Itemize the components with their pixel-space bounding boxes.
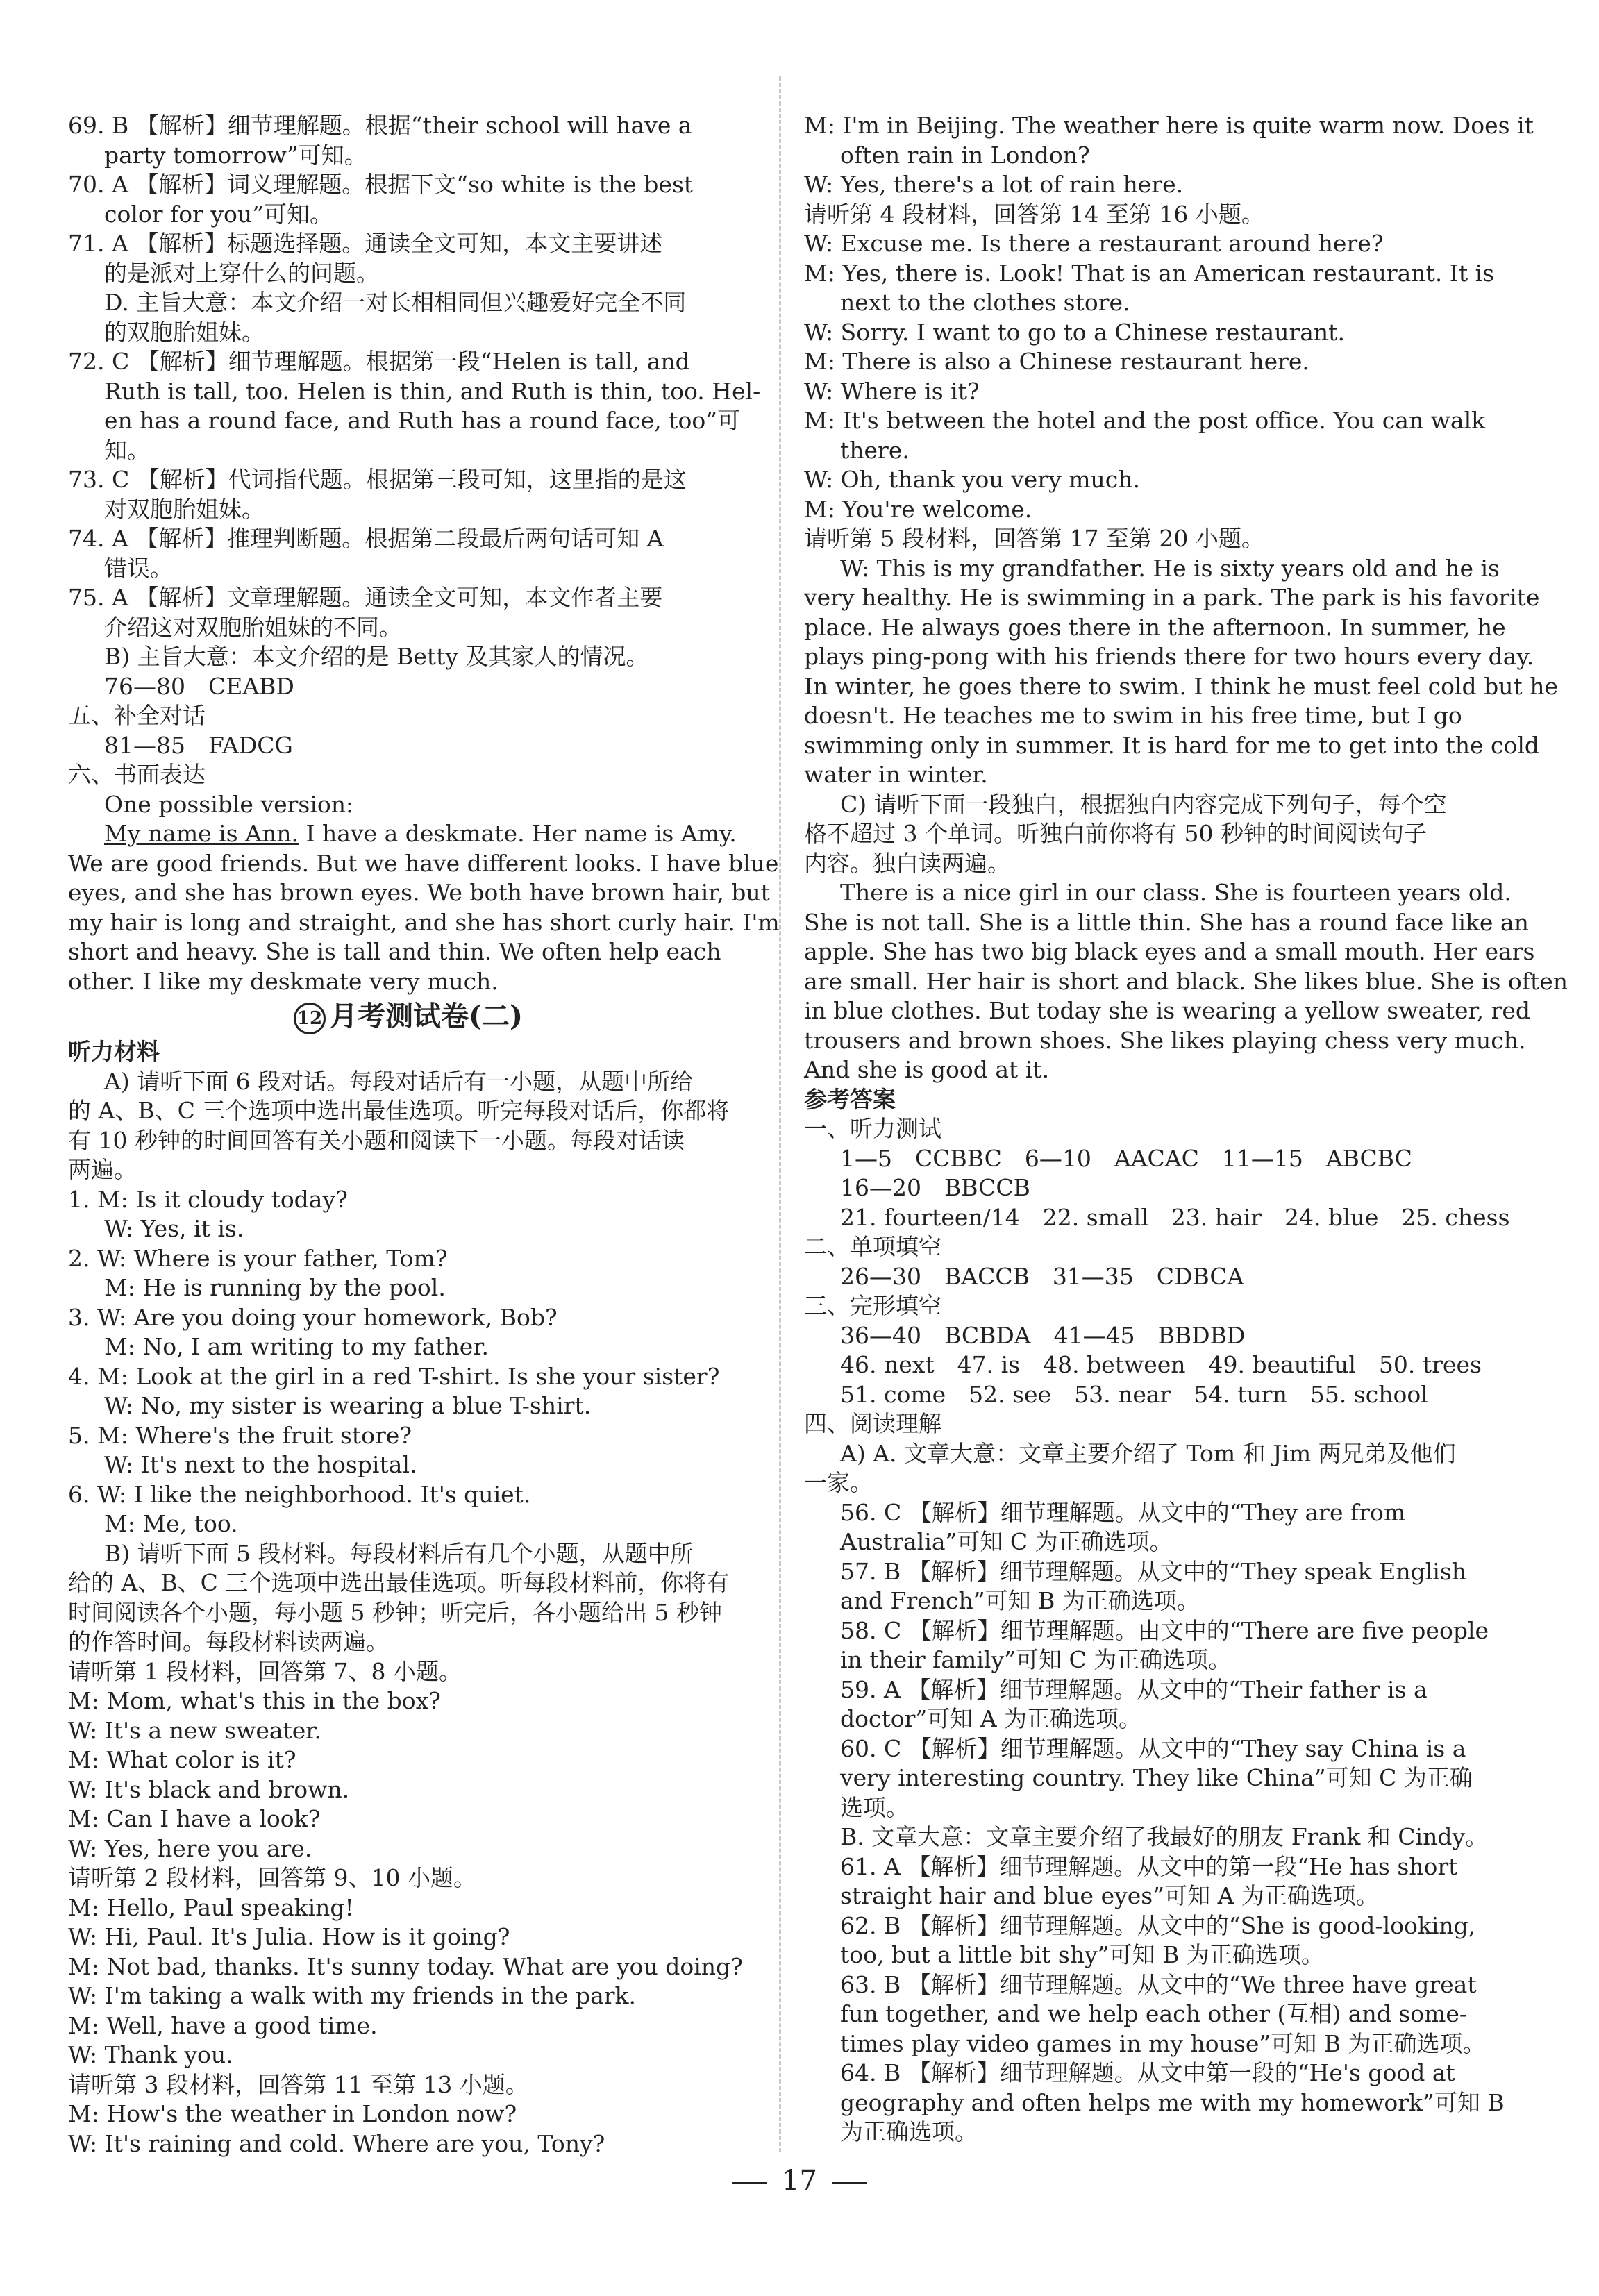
right-line: apple. She has two big black eyes and a small mouth. Her ears: [804, 938, 1535, 965]
right-line: 为正确选项。: [840, 2118, 978, 2145]
left-line: W: No, my sister is wearing a blue T-shirt.: [104, 1392, 592, 1419]
right-line: 参考答案: [804, 1085, 896, 1113]
right-line: Australia”可知 C 为正确选项。: [840, 1528, 1173, 1555]
left-line: 81—85 FADCG: [104, 731, 293, 759]
left-line: 有 10 秒钟的时间回答有关小题和阅读下一小题。每段对话读: [68, 1126, 685, 1154]
right-line: there.: [840, 436, 910, 464]
left-line: 请听第 3 段材料，回答第 11 至第 13 小题。: [68, 2070, 528, 2098]
right-line: geography and often helps me with my homework”可知 B: [840, 2088, 1505, 2116]
left-line: party tomorrow”可知。: [104, 141, 367, 169]
right-line: 三、完形填空: [804, 1292, 941, 1319]
section-title-text: 月考测试卷(二): [330, 1000, 523, 1032]
left-line: short and heavy. She is tall and thin. We often help each: [68, 938, 721, 965]
right-line: 36—40 BCBDA 41—45 BBDBD: [840, 1321, 1246, 1349]
right-line: swimming only in summer. It is hard for me to get into the cold: [804, 731, 1540, 759]
left-line: W: It's a new sweater.: [68, 1716, 321, 1744]
left-line: 6. W: I like the neighborhood. It's quiet.: [68, 1480, 531, 1508]
right-line: 56. C 【解析】细节理解题。从文中的“They are from: [840, 1498, 1406, 1526]
left-line: 72. C 【解析】细节理解题。根据第一段“Helen is tall, and: [68, 348, 690, 375]
right-line: C) 请听下面一段独白，根据独白内容完成下列句子，每个空: [840, 790, 1447, 818]
right-line: M: There is also a Chinese restaurant here.: [804, 348, 1309, 375]
left-line: W: It's next to the hospital.: [104, 1451, 417, 1478]
right-line: 59. A 【解析】细节理解题。从文中的“Their father is a: [840, 1675, 1428, 1703]
right-line: in their family”可知 C 为正确选项。: [840, 1646, 1232, 1673]
right-line: 请听第 4 段材料，回答第 14 至第 16 小题。: [804, 200, 1264, 228]
left-line: 的双胞胎姐妹。: [104, 318, 265, 346]
right-line: very healthy. He is swimming in a park. The park is his favorite: [804, 584, 1540, 611]
right-line: 请听第 5 段材料，回答第 17 至第 20 小题。: [804, 525, 1264, 552]
right-line: straight hair and blue eyes”可知 A 为正确选项。: [840, 1882, 1379, 1909]
right-line: 选项。: [840, 1793, 909, 1821]
right-line: too, but a little bit shy”可知 B 为正确选项。: [840, 1941, 1324, 1968]
right-line: 62. B 【解析】细节理解题。从文中的“She is good-looking,: [840, 1911, 1476, 1939]
left-line: M: Me, too.: [104, 1510, 238, 1537]
left-line: One possible version:: [104, 790, 354, 818]
left-line: M: Can I have a look?: [68, 1805, 321, 1832]
left-line: color for you”可知。: [104, 200, 333, 228]
right-line: 21. fourteen/14 22. small 23. hair 24. blue 25. chess: [840, 1203, 1510, 1231]
right-line: 四、阅读理解: [804, 1410, 941, 1437]
left-line: M: No, I am writing to my father.: [104, 1333, 489, 1360]
right-line: 二、单项填空: [804, 1233, 941, 1260]
left-line: W: Yes, here you are.: [68, 1834, 312, 1862]
right-line: and French”可知 B 为正确选项。: [840, 1587, 1200, 1614]
left-line: [68, 819, 748, 849]
left-line: 71. A 【解析】标题选择题。通读全文可知，本文主要讲述: [68, 230, 663, 257]
right-line: M: It's between the hotel and the post office. You can walk: [804, 407, 1486, 434]
left-line: W: It's black and brown.: [68, 1775, 350, 1803]
right-line: 内容。独白读两遍。: [804, 849, 1010, 877]
left-line: 1. M: Is it cloudy today?: [68, 1185, 348, 1213]
column-divider: [779, 76, 781, 2152]
right-line: M: I'm in Beijing. The weather here is quite warm now. Does it: [804, 112, 1534, 139]
left-line: M: Well, have a good time.: [68, 2011, 378, 2039]
left-line: 74. A 【解析】推理判断题。根据第二段最后两句话可知 A: [68, 525, 664, 552]
right-line: In winter, he goes there to swim. I think he must feel cold but he: [804, 672, 1559, 700]
right-line: 26—30 BACCB 31—35 CDBCA: [840, 1262, 1244, 1290]
left-line: 76—80 CEABD: [104, 672, 294, 700]
right-line: 一、听力测试: [804, 1115, 941, 1142]
right-line: B. 文章大意：文章主要介绍了我最好的朋友 Frank 和 Cindy。: [840, 1823, 1489, 1850]
left-line: 69. B 【解析】细节理解题。根据“their school will have a: [68, 112, 692, 139]
right-line: times play video games in my house”可知 B 为正确选项。: [840, 2029, 1486, 2057]
left-line: 听力材料: [68, 1038, 160, 1065]
right-line: M: You're welcome.: [804, 495, 1032, 523]
left-line: 70. A 【解析】词义理解题。根据下文“so white is the best: [68, 171, 694, 198]
right-column: [804, 111, 1568, 2147]
right-line: 1—5 CCBBC 6—10 AACAC 11—15 ABCBC: [840, 1144, 1412, 1172]
left-line: 73. C 【解析】代词指代题。根据第三段可知，这里指的是这: [68, 466, 687, 493]
right-line: A) A. 文章大意：文章主要介绍了 Tom 和 Jim 两兄弟及他们: [840, 1439, 1456, 1467]
left-line: W: Hi, Paul. It's Julia. How is it going?: [68, 1923, 510, 1950]
right-line: W: Yes, there's a lot of rain here.: [804, 171, 1184, 198]
left-line: B) 主旨大意：本文介绍的是 Betty 及其家人的情况。: [104, 643, 649, 670]
right-line: 格不超过 3 个单词。听独白前你将有 50 秒钟的时间阅读句子: [804, 820, 1427, 847]
left-line: M: Mom, what's this in the box?: [68, 1687, 441, 1714]
left-line: 六、书面表达: [68, 761, 206, 788]
left-line: 的 A、B、C 三个选项中选出最佳选项。听完每段对话后，你都将: [68, 1097, 730, 1124]
left-line: 3. W: Are you doing your homework, Bob?: [68, 1303, 558, 1331]
right-line: are small. Her hair is short and black. She likes blue. She is often: [804, 967, 1568, 995]
right-line: M: Yes, there is. Look! That is an American restaurant. It is: [804, 259, 1495, 287]
left-line: A) 请听下面 6 段对话。每段对话后有一小题，从题中所给: [104, 1067, 694, 1095]
right-line: very interesting country. They like China”可知 C 为正确: [840, 1764, 1473, 1791]
right-line: W: Sorry. I want to go to a Chinese restaurant.: [804, 318, 1345, 346]
left-line: W: Yes, it is.: [104, 1215, 244, 1242]
left-line: 的是派对上穿什么的问题。: [104, 259, 379, 287]
right-line: water in winter.: [804, 761, 988, 788]
left-line: B) 请听下面 5 段材料。每段材料后有几个小题，从题中所: [104, 1539, 694, 1567]
right-line: often rain in London?: [840, 141, 1090, 169]
right-line: doctor”可知 A 为正确选项。: [840, 1705, 1142, 1732]
left-line: 75. A 【解析】文章理解题。通读全文可知，本文作者主要: [68, 584, 663, 611]
right-line: in blue clothes. But today she is wearing a yellow sweater, red: [804, 997, 1531, 1024]
left-line: Ruth is tall, too. Helen is thin, and Ruth is thin, too. Hel-: [104, 377, 761, 405]
left-line: 5. M: Where's the fruit store?: [68, 1421, 412, 1449]
underlined-opening: My name is Ann.: [104, 820, 299, 847]
section-number-badge: 12: [294, 1003, 326, 1034]
left-line: 的作答时间。每段材料读两遍。: [68, 1628, 389, 1655]
right-line: W: Oh, thank you very much.: [804, 466, 1140, 493]
right-line: W: This is my grandfather. He is sixty years old and he is: [840, 554, 1500, 582]
right-line: 46. next 47. is 48. between 49. beautiful 50. trees: [840, 1351, 1482, 1378]
left-line: 给的 A、B、C 三个选项中选出最佳选项。听每段材料前，你将有: [68, 1569, 730, 1596]
right-line: 60. C 【解析】细节理解题。从文中的“They say China is a: [840, 1734, 1466, 1762]
right-line: She is not tall. She is a little thin. She has a round face like an: [804, 908, 1529, 936]
left-line: M: How's the weather in London now?: [68, 2100, 517, 2127]
right-line: 58. C 【解析】细节理解题。由文中的“There are five people: [840, 1616, 1489, 1644]
right-line: 16—20 BBCCB: [840, 1174, 1030, 1201]
right-line: W: Excuse me. Is there a restaurant around here?: [804, 230, 1384, 257]
page-number: 17: [0, 2165, 1599, 2197]
right-line: doesn't. He teaches me to swim in his free time, but I go: [804, 702, 1462, 729]
left-line: M: Hello, Paul speaking!: [68, 1893, 354, 1921]
left-line: my hair is long and straight, and she has short curly hair. I'm: [68, 908, 780, 936]
right-line: trousers and brown shoes. She likes playing chess very much.: [804, 1026, 1526, 1054]
left-line: other. I like my deskmate very much.: [68, 967, 499, 995]
left-line: 时间阅读各个小题，每小题 5 秒钟；听完后，各小题给出 5 秒钟: [68, 1598, 722, 1626]
right-line: 一家。: [804, 1469, 873, 1496]
left-line: W: I'm taking a walk with my friends in the park.: [68, 1982, 637, 2009]
right-line: 51. come 52. see 53. near 54. turn 55. school: [840, 1380, 1428, 1408]
right-line: W: Where is it?: [804, 377, 980, 405]
left-column: [68, 111, 780, 2159]
left-line: 五、补全对话: [68, 702, 206, 729]
right-line: 64. B 【解析】细节理解题。从文中第一段的“He's good at: [840, 2059, 1455, 2086]
left-line: M: Not bad, thanks. It's sunny today. What are you doing?: [68, 1952, 743, 1980]
left-line: W: It's raining and cold. Where are you, Tony?: [68, 2129, 605, 2157]
left-line: W: Thank you.: [68, 2041, 233, 2068]
section-title: [68, 999, 748, 1034]
left-line: 请听第 2 段材料，回答第 9、10 小题。: [68, 1864, 476, 1891]
left-line: eyes, and she has brown eyes. We both have brown hair, but: [68, 879, 770, 906]
right-line: next to the clothes store.: [840, 289, 1130, 316]
left-line: 知。: [104, 436, 150, 464]
left-line: M: He is running by the pool.: [104, 1274, 446, 1301]
left-line: D. 主旨大意：本文介绍一对长相相同但兴趣爱好完全不同: [104, 289, 687, 316]
right-line: 63. B 【解析】细节理解题。从文中的“We three have great: [840, 1970, 1477, 1998]
right-line: plays ping-pong with his friends there for two hours every day.: [804, 643, 1534, 670]
right-line: 57. B 【解析】细节理解题。从文中的“They speak English: [840, 1557, 1467, 1585]
right-line: fun together, and we help each other (互相) and some-: [840, 2000, 1468, 2027]
line-continuation: I have a deskmate. Her name is Amy.: [298, 820, 737, 847]
left-line: 请听第 1 段材料，回答第 7、8 小题。: [68, 1657, 462, 1685]
right-line: 61. A 【解析】细节理解题。从文中的第一段“He has short: [840, 1852, 1458, 1880]
right-line: place. He always goes there in the afternoon. In summer, he: [804, 613, 1506, 641]
left-line: M: What color is it?: [68, 1746, 296, 1773]
left-line: We are good friends. But we have different looks. I have blue: [68, 849, 779, 877]
left-line: 对双胞胎姐妹。: [104, 495, 265, 523]
right-line: And she is good at it.: [804, 1056, 1050, 1083]
left-line: en has a round face, and Ruth has a round face, too”可: [104, 407, 741, 434]
left-line: 2. W: Where is your father, Tom?: [68, 1244, 448, 1272]
left-line: 错误。: [104, 554, 173, 582]
left-line: 4. M: Look at the girl in a red T-shirt. Is she your sister?: [68, 1362, 720, 1390]
right-line: There is a nice girl in our class. She is fourteen years old.: [840, 879, 1512, 906]
left-line: 介绍这对双胞胎姐妹的不同。: [104, 613, 402, 641]
left-line: 两遍。: [68, 1156, 137, 1183]
